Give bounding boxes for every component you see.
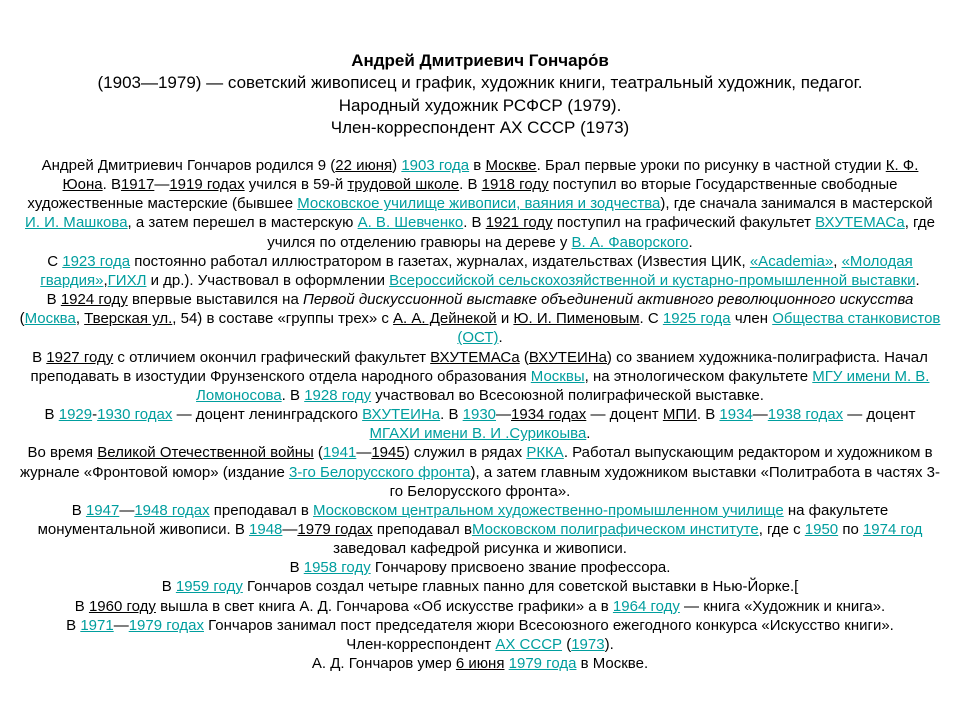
hyperlink[interactable]: 1979 годах (128, 616, 204, 634)
hyperlink[interactable]: Московском полиграфическом институте (471, 520, 759, 538)
hyperlink[interactable]: Всероссийской сельскохозяйственной и кустарно-промышленной выставки (389, 271, 916, 289)
text-run: . Брал первые уроки по рисунку в частной студии (536, 157, 886, 174)
italic-text: Первой дискуссионной выставке объединений активного революционного искусства (302, 291, 914, 309)
hyperlink[interactable]: АХ СССР (495, 635, 563, 653)
text-run: . В (281, 386, 305, 404)
hyperlink[interactable]: 1925 года (662, 310, 731, 328)
text-run: С (47, 252, 63, 270)
text-run: вышла в свет книга А. Д. Гончарова «Об искусстве графики» а в (155, 597, 613, 615)
text-run: — (119, 501, 135, 519)
text-run: заведовал кафедрой рисунка и живописи. (333, 540, 627, 558)
underlined-text: 1918 году (481, 176, 549, 194)
text-run: . (498, 329, 503, 347)
underlined-text: ВХУТЕМАСа (430, 348, 520, 366)
text-run: в (469, 157, 486, 174)
underlined-text: 1917 (120, 176, 155, 194)
hyperlink[interactable]: 1971 (80, 616, 114, 634)
text-run: Гончарову присвоено звание профессора. (370, 559, 671, 577)
underlined-text: 1945 (371, 444, 405, 462)
underlined-text: Тверская ул. (84, 310, 173, 328)
text-run: В (44, 406, 59, 424)
underlined-text: 6 июня (455, 655, 505, 673)
hyperlink[interactable]: Москвы (530, 367, 585, 385)
text-run: — (356, 444, 372, 462)
text-run: — книга «Художник и книга». (679, 597, 886, 615)
hyperlink[interactable]: Московское училище живописи, ваяния и зодчества (297, 195, 661, 213)
text-run: Во время (27, 444, 98, 462)
text-run: . (586, 425, 591, 443)
text-run: ( (562, 635, 572, 653)
text-run: — доцент (586, 406, 663, 424)
paragraph (18, 597, 942, 616)
paragraph (18, 577, 942, 596)
text-run: . В (459, 176, 482, 194)
text-run: по (838, 520, 863, 538)
text-run: и др.). Участвовал в оформлении (146, 271, 390, 289)
underlined-text: 1927 году (46, 348, 114, 366)
text-run: поступил на графический факультет (552, 214, 816, 232)
text-run: А. Д. Гончаров умер (311, 655, 456, 673)
underlined-text: 1960 году (88, 597, 156, 615)
text-run: , а затем перешел в мастерскую (127, 214, 358, 232)
text-run: впервые выставился на (127, 291, 303, 309)
text-run: , на этнологическом факультете (584, 367, 813, 385)
text-run: . Работал выпускающим редактором и художником в журнале «Фронтовой юмор» (издание (19, 444, 933, 481)
text-run: Андрей Дмитриевич Гончаров родился 9 ( (41, 157, 336, 174)
text-run: ) со званием художника-полиграфиста. Начал преподавать в изостудии Фрунзенского отдела народного образования (30, 348, 928, 385)
paragraph (18, 616, 942, 635)
hyperlink[interactable]: А. В. Шевченко (357, 214, 464, 232)
hyperlink[interactable]: 1941 (322, 444, 357, 462)
paragraph (18, 252, 942, 290)
text-run: ) служил в рядах (404, 444, 527, 462)
underlined-text: 1979 годах (297, 520, 373, 538)
text-run: В (66, 616, 81, 634)
text-run: учился в 59-й (244, 176, 348, 194)
text-run: с отличием окончил графический факультет (113, 348, 431, 366)
text-run: ( (519, 348, 529, 366)
paragraph (18, 501, 942, 558)
hyperlink[interactable]: 1974 год (862, 520, 923, 538)
text-run: , где с (758, 520, 805, 538)
text-run: . В (440, 406, 463, 424)
text-run: , (103, 271, 108, 289)
subtitle-line: Член-корреспондент АХ СССР (1973) (330, 118, 630, 137)
page-title: Андрей Дмитриевич Гончаро́в (351, 51, 609, 70)
paragraph (18, 348, 942, 405)
text-run: участвовал во Всесоюзной полиграфической выставке. (371, 386, 764, 404)
text-run: , 54) в составе «группы трех» с (172, 310, 394, 328)
text-run: — (496, 406, 512, 424)
text-run: преподавал в (372, 520, 472, 538)
hyperlink[interactable]: 1929 (58, 406, 93, 424)
underlined-text: А. А. Дейнекой (393, 310, 497, 328)
underlined-text: трудовой школе (347, 176, 460, 194)
underlined-text: 1921 году (485, 214, 553, 232)
hyperlink[interactable]: ГИХЛ (107, 271, 147, 289)
text-run: , где учился по отделению гравюры на дереве у (267, 214, 935, 251)
biography-text (18, 156, 942, 673)
text-run: — доцент (843, 406, 916, 424)
text-run: . (915, 271, 920, 289)
underlined-text: 1919 годах (169, 176, 245, 194)
paragraph (18, 443, 942, 500)
text-run: В (46, 291, 61, 309)
paragraph (18, 635, 942, 654)
hyperlink[interactable]: 1950 (804, 520, 839, 538)
hyperlink[interactable]: 1948 годах (134, 501, 210, 519)
text-run: ). (604, 635, 614, 653)
hyperlink[interactable]: 1947 (85, 501, 120, 519)
text-run: Член-корреспондент (346, 635, 496, 653)
paragraph (18, 156, 942, 252)
hyperlink[interactable]: 1930 годах (97, 406, 173, 424)
underlined-text: 1924 году (60, 291, 128, 309)
text-run: и (496, 310, 514, 328)
hyperlink[interactable]: 1903 года (401, 157, 470, 174)
hyperlink[interactable]: ВХУТЕИНа (362, 406, 441, 424)
text-run: ), где сначала занимался в мастерской (660, 195, 933, 213)
hyperlink[interactable]: Московском центральном художественно-промышленном училище (313, 501, 784, 519)
hyperlink[interactable]: «Молодая гвардия» (40, 252, 913, 289)
underlined-text: Ю. И. Пименовым (513, 310, 640, 328)
hyperlink[interactable]: 1948 (249, 520, 283, 538)
text-run: В (74, 597, 89, 615)
text-run: . С (639, 310, 663, 328)
hyperlink[interactable]: 1958 году (303, 559, 371, 577)
text-run: постоянно работал иллюстратором в газетах, журналах, издательствах (Известия ЦИК, (130, 252, 750, 270)
underlined-text: К. Ф. Юона (62, 157, 919, 194)
hyperlink[interactable]: МГУ имени М. В. Ломоносова (196, 367, 930, 404)
text-run: член (730, 310, 773, 328)
text-run: — (113, 616, 129, 634)
text-run: на факультете монументальной живописи. В (37, 501, 889, 538)
subtitle-line: Народный художник РСФСР (1979). (338, 95, 622, 115)
hyperlink[interactable]: 1934 (719, 406, 753, 424)
hyperlink[interactable]: 1938 годах (767, 406, 844, 424)
text-run: . В (696, 406, 720, 424)
hyperlink[interactable]: 3-го Белорусского фронта (288, 463, 471, 481)
text-run: В (71, 501, 86, 519)
hyperlink[interactable]: 1923 года (62, 252, 131, 270)
text-run: ( (19, 310, 25, 328)
hyperlink[interactable]: И. И. Машкова (25, 214, 128, 232)
paragraph (18, 405, 942, 443)
underlined-text: 1934 годах (511, 406, 587, 424)
hyperlink[interactable]: ВХУТЕМАСа (815, 214, 905, 232)
hyperlink[interactable]: МГАХИ имени В. И .Сурикоыва (369, 425, 587, 443)
text-run: В (32, 348, 47, 366)
text-run: ), а затем главным художником выставки «Политработа в частях 3-го Белорусского фронта». (389, 463, 940, 500)
hyperlink[interactable]: 1973 (571, 635, 605, 653)
text-run: , (833, 252, 842, 270)
underlined-text: МПИ (662, 406, 697, 424)
hyperlink[interactable]: 1959 году (175, 578, 243, 596)
text-run: . (688, 233, 693, 251)
text-run: , (75, 310, 85, 328)
text-run: — (282, 520, 298, 538)
text-run: в Москве. (576, 655, 649, 673)
paragraph (18, 558, 942, 577)
text-run: Гончаров занимал пост председателя жюри Всесоюзного ежегодного конкурса «Искусство книги». (204, 616, 894, 634)
subtitle-line: (1903—1979) — советский живописец и график, художник книги, театральный художник, педагог. (97, 73, 863, 92)
hyperlink[interactable]: «Academia» (749, 252, 834, 270)
underlined-text: Великой Отечественной войны (97, 444, 314, 462)
text-run: ) (392, 157, 402, 174)
hyperlink[interactable]: 1979 года (508, 655, 577, 673)
text-run: В (289, 559, 304, 577)
underlined-text: Москве (485, 157, 537, 174)
text-run: преподавал в (209, 501, 314, 519)
hyperlink[interactable]: 1964 году (612, 597, 680, 615)
text-run: поступил во вторые Государственные свободные художественные мастерские (бывшее (27, 176, 898, 213)
text-run: — (752, 406, 768, 424)
underlined-text: ВХУТЕИНа (528, 348, 607, 366)
hyperlink[interactable]: 1928 году (304, 386, 372, 404)
header (0, 50, 960, 140)
hyperlink[interactable]: РККА (526, 444, 564, 462)
hyperlink[interactable]: Москва (24, 310, 76, 328)
paragraph (18, 290, 942, 347)
text-run: - (92, 406, 98, 424)
text-run: ( (313, 444, 323, 462)
text-run: . В (102, 176, 121, 194)
text-run: — (154, 176, 170, 194)
hyperlink[interactable]: В. А. Фаворского (571, 233, 689, 251)
text-run: Гончаров создал четыре главных панно для советской выставки в Нью-Йорке.[ (242, 578, 799, 596)
text-run: В (161, 578, 176, 596)
underlined-text: 22 июня (335, 157, 393, 174)
text-run: . В (463, 214, 486, 232)
hyperlink[interactable]: 1930 (462, 406, 497, 424)
text-run: — доцент ленинградского (172, 406, 363, 424)
hyperlink[interactable]: Общества станковистов (ОСТ) (457, 310, 941, 347)
paragraph (18, 654, 942, 673)
